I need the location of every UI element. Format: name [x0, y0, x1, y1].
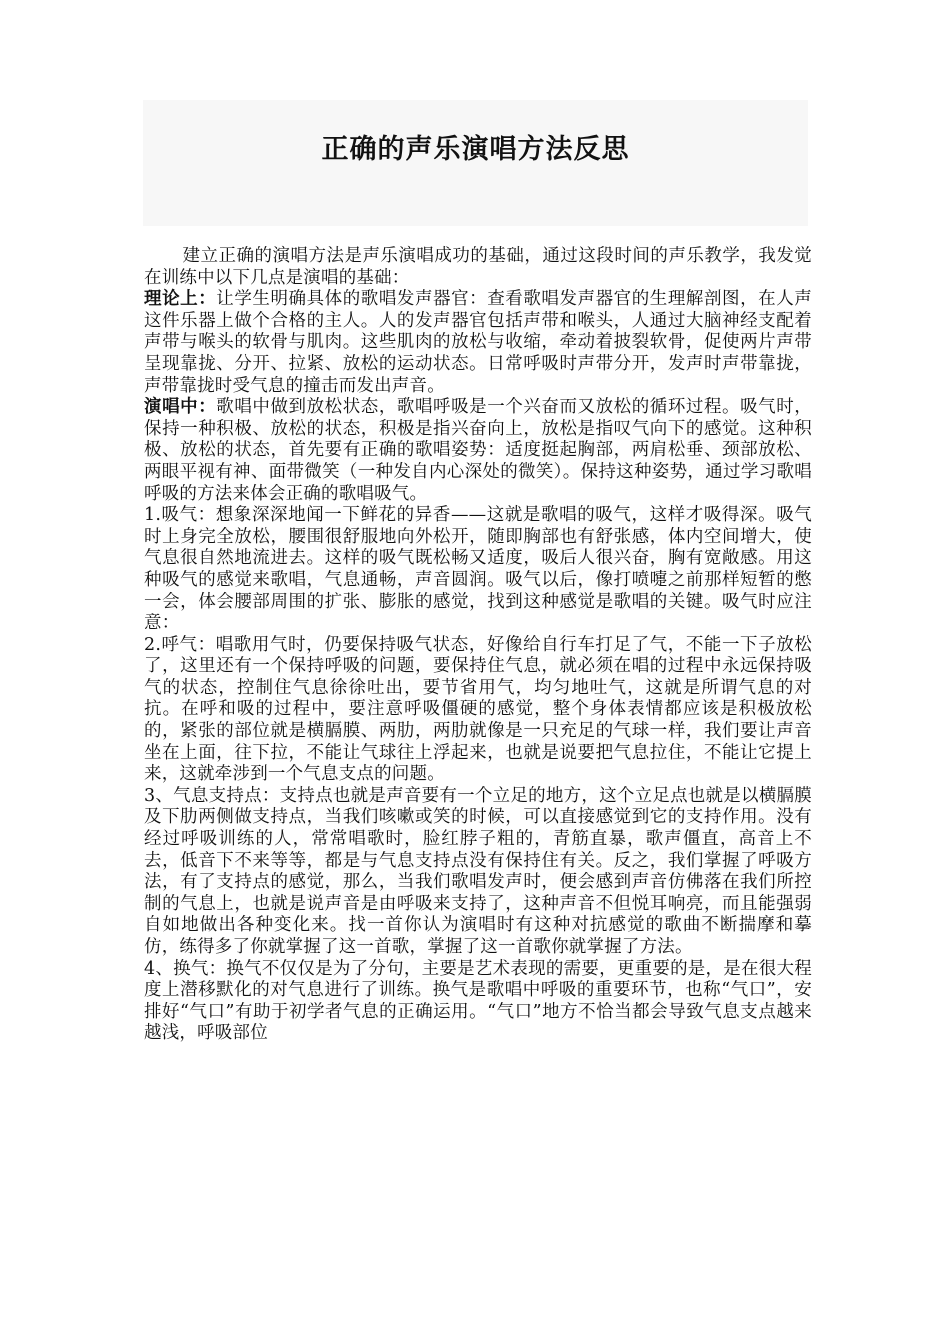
- section-theory-text: 让学生明确具体的歌唱发声器官：查看歌唱发声器官的生理解剖图，在人声这件乐器上做个合格的主人。人的发声器官包括声带和喉头，人通过大脑神经支配着声带与喉头的软骨与肌肉。这些肌肉的放松与收缩，牵动着披裂软骨，促使两片声带呈现靠拢、分开、拉紧、放松的运动状态。日常呼吸时声带分开，发声时声带靠拢，声带靠拢时受气息的撞击而发出声音。: [144, 289, 812, 396]
- section-singing-lead: 演唱中：: [144, 397, 217, 418]
- section-singing-text: 歌唱中做到放松状态，歌唱呼吸是一个兴奋而又放松的循环过程。吸气时，保持一种积极、放松的状态，积极是指兴奋向上，放松是指叹气向下的感觉。这种积极、放松的状态，首先要有正确的歌唱姿势：适度挺起胸部，两肩松垂、颈部放松、两眼平视有神、面带微笑（一种发自内心深处的微笑）。保持这种姿势，通过学习歌唱呼吸的方法来体会正确的歌唱吸气。: [144, 397, 812, 504]
- paragraph-breath-change: 4、换气：换气不仅仅是为了分句，主要是艺术表现的需要，更重要的是，是在很大程度上潜移默化的对气息进行了训练。换气是歌唱中呼吸的重要环节，也称“气口”，安排好“气口”有助于初学者气息的正确运用。“气口”地方不恰当都会导致气息支点越来越浅，呼吸部位: [144, 958, 812, 1044]
- document-body: [144, 246, 812, 1045]
- paragraph-inhale: 1.吸气：想象深深地闻一下鲜花的异香——这就是歌唱的吸气，这样才吸得深。吸气时上身完全放松，腰围很舒服地向外松开，随即胸部也有舒张感，体内空间增大，使气息很自然地流进去。这样的吸气既松畅又适度，吸后人很兴奋，胸有宽敞感。用这种吸气的感觉来歌唱，气息通畅，声音圆润。吸气以后，像打喷嚏之前那样短暂的憋一会，体会腰部周围的扩张、膨胀的感觉，找到这种感觉是歌唱的关键。吸气时应注意：: [144, 505, 812, 634]
- section-theory: [144, 289, 812, 397]
- intro-paragraph: 建立正确的演唱方法是声乐演唱成功的基础，通过这段时间的声乐教学，我发觉在训练中以下几点是演唱的基础：: [144, 246, 812, 288]
- paragraph-support-point: 3、气息支持点：支持点也就是声音要有一个立足的地方，这个立足点也就是以横膈膜及下肋两侧做支持点，当我们咳嗽或笑的时候，可以直接感觉到它的支持作用。没有经过呼吸训练的人，常常唱歌时，脸红脖子粗的，青筋直暴，歌声僵直，高音上不去，低音下不来等等，都是与气息支持点没有保持住有关。反之，我们掌握了呼吸方法，有了支持点的感觉，那么，当我们歌唱发声时，便会感到声音仿佛落在我们所控制的气息上，也就是说声音是由呼吸来支持了，这种声音不但悦耳响亮，而且能强弱自如地做出各种变化来。找一首你认为演唱时有这种对抗感觉的歌曲不断揣摩和摹仿，练得多了你就掌握了这一首歌，掌握了这一首歌你就掌握了方法。: [144, 785, 812, 957]
- section-singing: [144, 397, 812, 505]
- paragraph-exhale: 2.呼气：唱歌用气时，仍要保持吸气状态，好像给自行车打足了气，不能一下子放松了，这里还有一个保持呼吸的问题，要保持住气息，就必须在唱的过程中永远保持吸气的状态，控制住气息徐徐吐出，要节省用气，均匀地吐气，这就是所谓气息的对抗。在呼和吸的过程中，要注意呼吸僵硬的感觉，整个身体表情都应该是积极放松的，紧张的部位就是横膈膜、两肋，两肋就像是一只充足的气球一样，我们要让声音坐在上面，往下拉，不能让气球往上浮起来，也就是说要把气息拉住，不能让它提上来，这就牵涉到一个气息支点的问题。: [144, 634, 812, 785]
- document-title: 正确的声乐演唱方法反思: [321, 134, 630, 165]
- section-theory-lead: 理论上：: [144, 289, 217, 310]
